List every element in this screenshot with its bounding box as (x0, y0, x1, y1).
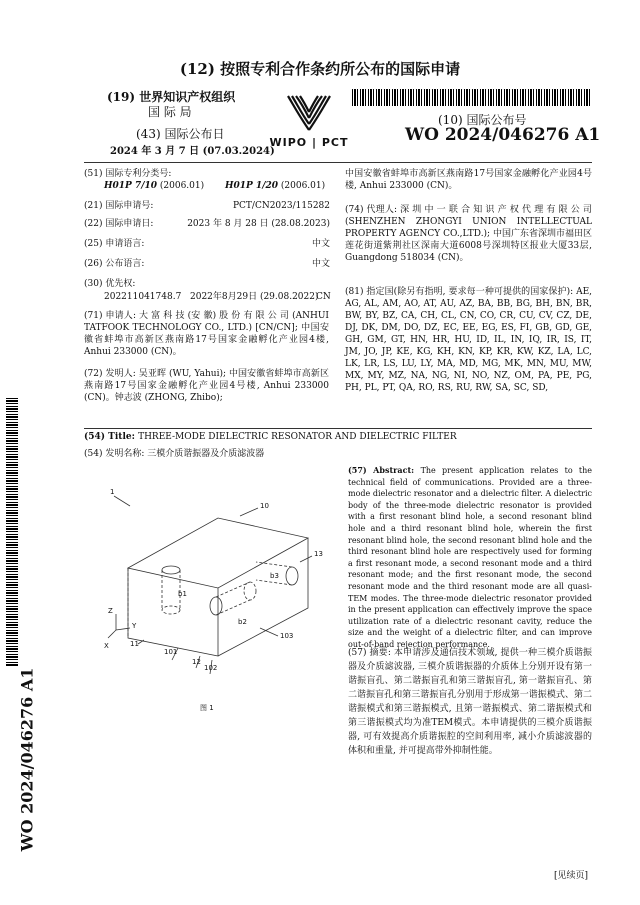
figure-caption: 图 1 (200, 704, 214, 712)
axis-label: Y (132, 622, 137, 630)
abstract-cn: (57) 摘要: 本申请涉及通信技术领域, 提供一种三模介质谐振器及介质滤波器, 三模介质谐振器的介质体上分别开设有第一谐振盲孔、第二谐振盲孔和第三谐振盲孔, 第一谐振盲孔、第二谐振盲孔和第三谐振盲孔分别用于形成第一谐振模式、第二谐振模式和第三谐振模式, 且第一谐振模式、第二谐振模式和第三谐振模式均为准TEM模式。本申请提供的三模介质谐振器, 可有效提高介质谐振腔的空间利用率, 减小介质滤波器的体积和重量, 并可提高带外抑制性能。 (348, 648, 592, 756)
org-label: (19) 世界知识产权组织 (107, 90, 236, 104)
title-cn: (54) 发明名称: 三模介质谐振器及介质滤波器 (84, 449, 265, 459)
figure-label: 12 (192, 658, 201, 666)
header-divider (84, 162, 592, 163)
ipc-code-2: H01P 1/20 (225, 181, 279, 191)
field-71-applicant: (71) 申请人: 大 富 科 技 (安 徽) 股 份 有 限 公 司 (ANHUI TATFOOK TECHNOLOGY CO., LTD.) [CN/CN]; 中国安徽省蚌埠市高新区燕南路17号国家金融孵化产业园4楼, Anhui 233000 (CN)。 (84, 311, 329, 357)
figure-label: 102 (204, 664, 218, 672)
figure-label: 103 (280, 632, 294, 640)
field-25-value: 中文 (311, 239, 330, 249)
priority-number: 202211041748.7 (104, 292, 182, 302)
field-26-label: (26) 公布语言: (84, 259, 145, 269)
field-30-label: (30) 优先权: (84, 279, 136, 289)
field-74-agent: (74) 代理人: 深 圳 中 一 联 合 知 识 产 权 代 理 有 限 公 司 (SHENZHEN ZHONGYI UNION INTELLECTUAL PROPERTY AGENCY CO.,LTD.); 中国广东省深圳市福田区莲花街道紫荆社区深南大道6008号深圳特区报业大厦33层, Guangdong 518034 (CN)。 (345, 205, 592, 263)
field-51-values (104, 180, 325, 192)
field-51-label: (51) 国际专利分类号: (84, 169, 172, 179)
axis-label: Z (108, 607, 113, 615)
field-81-designated-states: (81) 指定国(除另有指明, 要求每一种可提供的国家保护): AE, AG, AL, AM, AO, AT, AU, AZ, BA, BB, BG, BH, BN, BR, BW, BY, BZ, CA, CH, CL, CN, CO, CR, CU, CV, CZ, DE, DJ, DK, DM, DO, DZ, EC, EE, EG, ES, FI, GB, GD, GE, GH, GM, GT, HN, HR, HU, ID, IL, IN, IQ, IR, IS, IT, JM, JO, JP, KE, KG, KH, KN, KP, KR, KW, KZ, LA, LC, LK, LR, LS, LU, LY, MA, MD, MG, MK, MN, MU, MW, MX, MY, MZ, NA, NG, NI, NO, NZ, OM, PA, PE, PG, PH, PL, PT, QA, RO, RS, RU, RW, SA, SC, SD, (345, 287, 592, 393)
abstract-en (348, 465, 592, 651)
field-25-label: (25) 申请语言: (84, 239, 145, 249)
figure-label: 1 (110, 488, 115, 496)
top-barcode (352, 89, 592, 106)
ipc-date-1: (2006.01) (157, 181, 205, 191)
field-21-value: PCT/CN2023/115282 (232, 201, 330, 211)
pub-no: WO 2024/046276 A1 (405, 125, 601, 145)
abstract-en-text: The present application relates to the technical field of communications. Provided are a three-mode dielectric resonator and a dielectric filter. A dielectric body of the three-mode dielectric resonator is provided with a first resonant blind hole, a second resonant blind hole and a third resonant blind hole, wherein the first resonant blind hole, the second resonant blind hole and the third resonant blind hole are respectively used for forming a first resonant mode, a second resonant mode and a third resonant mode; and the first resonant mode, the second resonant mode and the third resonant mode are all quasi-TEM modes. The three-mode dielectric resonator provided in the present application can effectively improve the space utilization rate of a dielectric resonant cavity, reduce the size and the weight of a dielectric filter, and can improve out-of-band rejection performance. (348, 466, 592, 649)
field-22-label: (22) 国际申请日: (84, 219, 154, 229)
field-26-value: 中文 (311, 259, 330, 269)
side-barcode (6, 398, 18, 666)
continued-on-next-page: [见续页] (554, 871, 589, 881)
figure-label: b3 (270, 572, 279, 580)
figure-label: 10 (260, 502, 269, 510)
figure-1 (100, 478, 340, 718)
org-sub: 国 际 局 (148, 105, 192, 119)
title-en-label: (54) Title: (84, 432, 139, 442)
pub-date-label: (43) 国际公布日 (136, 127, 225, 141)
figure-label: b2 (238, 618, 247, 626)
pub-date: 2024 年 3 月 7 日 (07.03.2024) (110, 146, 275, 157)
figure-label: 101 (164, 648, 178, 656)
figure-label: 11 (130, 640, 139, 648)
biblio-divider (84, 428, 592, 429)
figure-label: b1 (178, 590, 187, 598)
document-title: (12) 按照专利合作条约所公布的国际申请 (179, 60, 461, 78)
priority-date: 2022年8月29日 (29.08.2022) (190, 292, 319, 302)
figure-drawing (100, 478, 340, 718)
inventor-address-cont: 中国安徽省蚌埠市高新区燕南路17号国家金融孵化产业园4号楼, Anhui 233000 (CN)。 (345, 169, 592, 191)
ipc-date-2: (2006.01) (278, 181, 326, 191)
abstract-en-label: (57) Abstract: (348, 465, 421, 475)
title-en-text: THREE-MODE DIELECTRIC RESONATOR AND DIELECTRIC FILTER (138, 432, 457, 442)
wipo-logo-text: WIPO | PCT (269, 136, 349, 149)
side-publication-number: WO 2024/046276 A1 (17, 667, 37, 852)
field-72-inventors: (72) 发明人: 吴亚晖 (WU, Yahui); 中国安徽省蚌埠市高新区燕南路17号国家金融孵化产业园4号楼, Anhui 233000 (CN)。钟志波 (ZHONG, Zhibo); (84, 369, 329, 403)
priority-country: CN (316, 292, 331, 302)
field-22-value: 2023 年 8 月 28 日 (28.08.2023) (187, 219, 330, 229)
title-en (84, 431, 457, 443)
wipo-logo (268, 92, 350, 154)
pub-no-label: (10) 国际公布号 (438, 113, 527, 127)
field-21-label: (21) 国际申请号: (84, 201, 154, 211)
ipc-code-1: H01P 7/10 (104, 181, 158, 191)
axis-label: X (104, 642, 109, 650)
figure-label: 13 (314, 550, 323, 558)
